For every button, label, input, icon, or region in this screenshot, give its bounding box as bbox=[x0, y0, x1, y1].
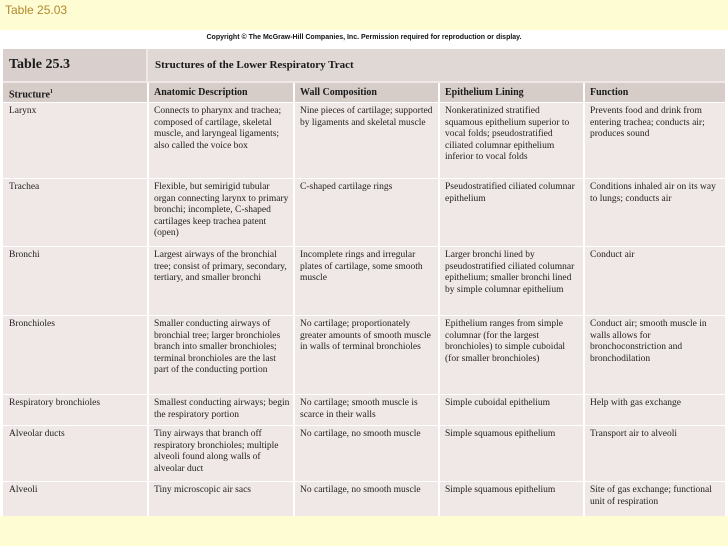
column-header-epithelium: Epithelium Lining bbox=[445, 87, 524, 98]
table-row bbox=[3, 394, 725, 425]
cell-function: Conditions inhaled air on its way to lungs; conducts air bbox=[590, 182, 716, 204]
cell-structure: Alveolar ducts bbox=[9, 429, 65, 439]
table-row bbox=[3, 246, 725, 315]
table-number: Table 25.3 bbox=[3, 49, 146, 81]
table-image-panel bbox=[0, 30, 728, 516]
cell-anatomic: Smaller conducting airways of bronchial tree; larger bronchioles branch into smaller bronchioles; terminal bronchioles are the last part of the conducting portion bbox=[154, 319, 281, 375]
column-divider bbox=[438, 83, 440, 516]
cell-wall: No cartilage, no smooth muscle bbox=[300, 429, 421, 439]
cell-epithelium: Pseudostratified ciliated columnar epithelium bbox=[445, 182, 575, 204]
cell-anatomic: Tiny microscopic air sacs bbox=[154, 485, 252, 495]
column-header-row bbox=[3, 83, 725, 102]
table-row bbox=[3, 315, 725, 394]
cell-wall: No cartilage, no smooth muscle bbox=[300, 485, 421, 495]
cell-function: Help with gas exchange bbox=[590, 398, 682, 408]
cell-structure: Larynx bbox=[9, 106, 37, 116]
cell-epithelium: Simple squamous epithelium bbox=[445, 485, 556, 495]
cell-anatomic: Largest airways of the bronchial tree; consist of primary, secondary, tertiary, and smaller bronchi bbox=[154, 250, 287, 283]
respiratory-table bbox=[3, 49, 725, 516]
cell-structure: Bronchioles bbox=[9, 319, 55, 329]
cell-anatomic: Smallest conducting airways; begin the respiratory portion bbox=[154, 398, 290, 420]
cell-function: Conduct air; smooth muscle in walls allows for bronchoconstriction and bronchodilation bbox=[590, 319, 707, 364]
footnote-marker: 1 bbox=[49, 89, 53, 95]
table-row bbox=[3, 102, 725, 178]
cell-epithelium: Epithelium ranges from simple columnar (for the largest bronchioles) to simple cuboidal (for smaller bronchioles) bbox=[445, 319, 566, 364]
cell-epithelium: Larger bronchi lined by pseudostratified ciliated columnar epithelium; smaller bronchi lined by simple columnar epithelium bbox=[445, 250, 575, 295]
table-row bbox=[3, 178, 725, 246]
cell-wall: Incomplete rings and irregular plates of cartilage, some smooth muscle bbox=[300, 250, 423, 283]
cell-function: Site of gas exchange; functional unit of respiration bbox=[590, 485, 712, 507]
cell-function: Conduct air bbox=[590, 250, 635, 260]
cell-structure: Respiratory bronchioles bbox=[9, 398, 101, 408]
cell-wall: No cartilage; proportionately greater amounts of smooth muscle in walls of terminal bronchioles bbox=[300, 319, 431, 352]
cell-anatomic: Flexible, but semirigid tubular organ connecting larynx to primary bronchi; incomplete, C-shaped cartilages keep trachea patent (open) bbox=[154, 182, 289, 238]
copyright-notice: Copyright © The McGraw-Hill Companies, Inc. Permission required for reproduction or display. bbox=[206, 34, 522, 41]
cell-epithelium: Nonkeratinized stratified squamous epithelium superior to vocal folds; pseudostratified ciliated columnar epithelium inferior to vocal folds bbox=[445, 106, 570, 162]
column-header-anatomic: Anatomic Description bbox=[154, 87, 248, 98]
table-row bbox=[3, 481, 725, 516]
table-header bbox=[3, 49, 725, 102]
table-caption: Structures of the Lower Respiratory Tract bbox=[148, 49, 725, 81]
cell-structure: Alveoli bbox=[9, 485, 38, 495]
column-divider bbox=[293, 83, 295, 516]
cell-wall: Nine pieces of cartilage; supported by ligaments and skeletal muscle bbox=[300, 106, 433, 128]
slide-title: Table 25.03 bbox=[5, 3, 68, 17]
column-header-function: Function bbox=[590, 87, 629, 98]
cell-anatomic: Connects to pharynx and trachea; composed of cartilage, skeletal muscle, and laryngeal ligaments; also called the voice box bbox=[154, 106, 282, 151]
cell-structure: Trachea bbox=[9, 182, 40, 192]
cell-wall: C-shaped cartilage rings bbox=[300, 182, 393, 192]
column-header-structure bbox=[3, 83, 148, 102]
table-row bbox=[3, 425, 725, 481]
column-divider bbox=[583, 83, 585, 516]
cell-function: Transport air to alveoli bbox=[590, 429, 677, 439]
column-header-structure-label: Structure bbox=[9, 89, 50, 101]
cell-anatomic: Tiny airways that branch off respiratory bronchioles; multiple alveoli found along walls of alveolar duct bbox=[154, 429, 279, 474]
cell-function: Prevents food and drink from entering trachea; conducts air; produces sound bbox=[590, 106, 705, 139]
cell-wall: No cartilage; smooth muscle is scarce in their walls bbox=[300, 398, 418, 420]
cell-structure: Bronchi bbox=[9, 250, 40, 260]
column-divider bbox=[147, 83, 149, 516]
cell-epithelium: Simple squamous epithelium bbox=[445, 429, 556, 439]
cell-epithelium: Simple cuboidal epithelium bbox=[445, 398, 551, 408]
column-header-wall: Wall Composition bbox=[300, 87, 377, 98]
